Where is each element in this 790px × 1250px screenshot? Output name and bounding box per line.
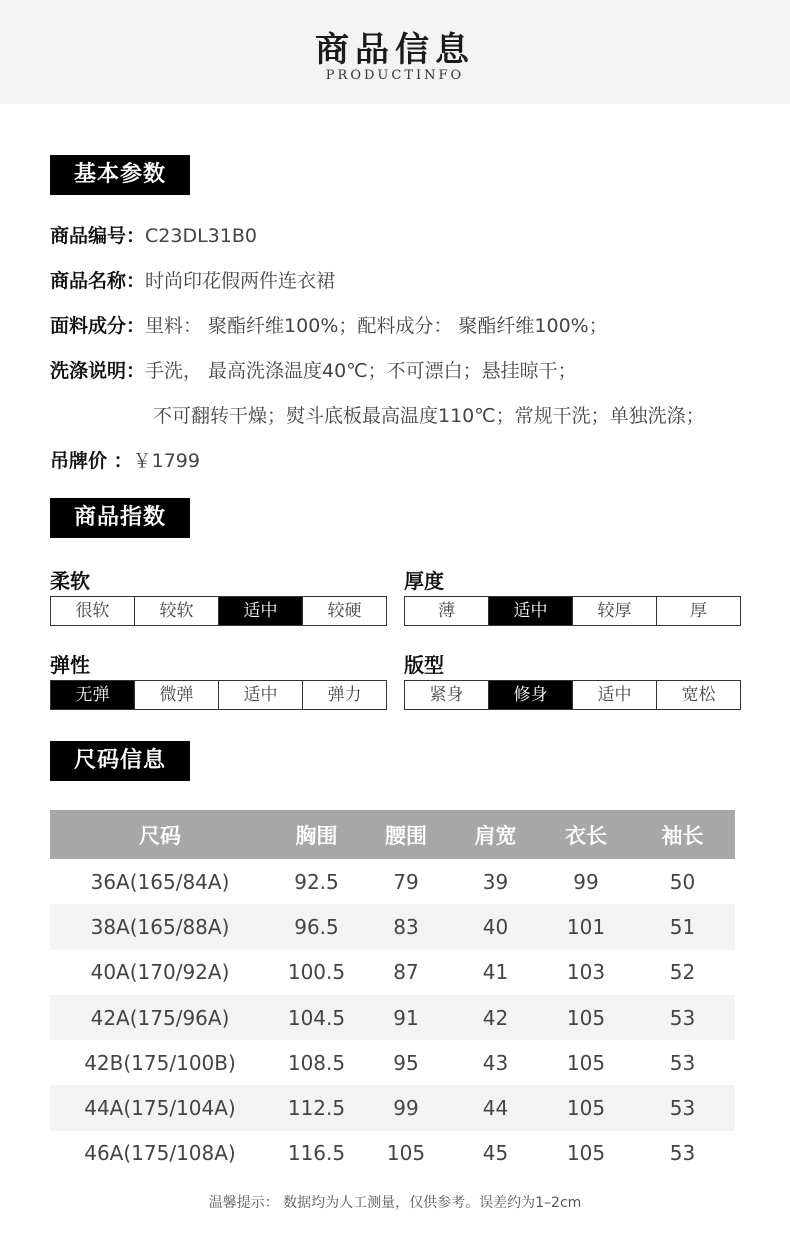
table-row: [50, 1085, 735, 1130]
table-cell: 46A(175/108A): [84, 1141, 236, 1166]
index-title-fit: 版型: [404, 653, 444, 677]
table-cell: 95: [393, 1050, 419, 1075]
table-row: [50, 995, 735, 1040]
table-cell: 51: [630, 904, 735, 949]
param-wash-key: 洗涤说明：: [50, 360, 146, 382]
table-cell: 104.5: [270, 995, 363, 1040]
section-label-size: 尺码信息: [50, 741, 190, 781]
param-name-value: 时尚印花假两件连衣裙: [145, 270, 336, 292]
table-cell: 112.5: [270, 1085, 363, 1130]
table-cell: 40A(170/92A): [90, 960, 230, 985]
measurement-note: 温馨提示： 数据均为人工测量，仅供参考。误差约为1–2cm: [208, 1195, 582, 1211]
table-cell: 96.5: [270, 904, 363, 949]
table-cell: 116.5: [287, 1141, 346, 1166]
table-cell: 44A(175/104A): [50, 1085, 270, 1130]
scale-option: 修身: [489, 681, 573, 709]
param-wash-line2: 不可翻转干燥；熨斗底板最高温度110℃；常规干洗；单独洗涤；: [153, 405, 705, 427]
table-cell: 105: [542, 995, 630, 1040]
param-name-key: 商品名称：: [50, 270, 146, 292]
scale-option: 很软: [51, 597, 135, 625]
scale-option: 较硬: [303, 597, 386, 625]
param-price-value: ￥1799: [132, 450, 200, 472]
index-title-thickness: 厚度: [404, 569, 444, 593]
scale-fit: [404, 680, 741, 710]
table-cell: 103: [566, 960, 606, 985]
table-cell: 42A(175/96A): [50, 995, 270, 1040]
table-header-cell: 袖长: [630, 810, 735, 859]
table-header-row: [50, 810, 735, 859]
table-cell: 105: [566, 1141, 606, 1166]
table-cell: 99: [573, 869, 599, 894]
table-cell: 105: [386, 1141, 426, 1166]
table-cell: 53: [630, 995, 735, 1040]
table-cell: 105: [566, 1050, 606, 1075]
page-subtitle: PRODUCTINFO: [325, 68, 465, 83]
table-header-cell: 腰围: [363, 810, 449, 859]
scale-option: 弹力: [303, 681, 386, 709]
size-table: [50, 810, 735, 1176]
table-row: [50, 950, 735, 995]
table-cell: 53: [630, 1085, 735, 1130]
table-cell: 39: [482, 869, 509, 894]
table-row: [50, 1131, 735, 1176]
section-label-index: 商品指数: [50, 498, 190, 538]
table-header-cell: 尺码: [50, 810, 270, 859]
scale-option: 适中: [219, 681, 303, 709]
scale-softness: [50, 596, 387, 626]
scale-option: 适中: [573, 681, 657, 709]
section-label-basic: 基本参数: [50, 155, 190, 195]
table-cell: 79: [393, 869, 419, 894]
table-cell: 38A(165/88A): [50, 904, 270, 949]
param-price-key: 吊牌价 ：: [50, 450, 133, 472]
scale-thickness: [404, 596, 741, 626]
table-cell: 91: [363, 995, 449, 1040]
scale-option: 较厚: [573, 597, 657, 625]
param-wash-line1: 手洗， 最高洗涤温度40℃；不可漂白；悬挂晾干；: [145, 360, 577, 382]
table-row: [50, 1040, 735, 1085]
scale-option: 无弹: [51, 681, 135, 709]
table-cell: 42B(175/100B): [84, 1050, 236, 1075]
table-cell: 105: [542, 1085, 630, 1130]
index-title-softness: 柔软: [50, 569, 90, 593]
scale-option: 微弹: [135, 681, 219, 709]
table-cell: 101: [542, 904, 630, 949]
param-code: [50, 221, 257, 251]
table-cell: 53: [669, 1050, 696, 1075]
scale-option: 适中: [489, 597, 573, 625]
table-cell: 36A(165/84A): [90, 869, 230, 894]
table-cell: 43: [482, 1050, 509, 1075]
table-cell: 83: [363, 904, 449, 949]
scale-option: 适中: [219, 597, 303, 625]
table-cell: 42: [449, 995, 542, 1040]
table-cell: 100.5: [287, 960, 346, 985]
table-row: [50, 859, 735, 904]
table-header-cell: 衣长: [542, 810, 630, 859]
param-wash-cont: [153, 401, 705, 431]
table-cell: 40: [449, 904, 542, 949]
scale-option: 薄: [405, 597, 489, 625]
table-cell: 92.5: [294, 869, 339, 894]
param-fabric: [50, 311, 608, 341]
param-fabric-key: 面料成分：: [50, 315, 146, 337]
page-title: 商品信息: [315, 30, 475, 70]
table-row: [50, 904, 735, 949]
table-cell: 53: [669, 1141, 696, 1166]
param-wash: [50, 356, 577, 386]
scale-option: 较软: [135, 597, 219, 625]
table-cell: 52: [669, 960, 696, 985]
param-code-value: C23DL31B0: [145, 225, 257, 247]
table-cell: 50: [669, 869, 696, 894]
table-cell: 108.5: [287, 1050, 346, 1075]
scale-option: 紧身: [405, 681, 489, 709]
index-title-elasticity: 弹性: [50, 653, 90, 677]
table-cell: 87: [393, 960, 419, 985]
page-header: [0, 0, 790, 104]
table-cell: 45: [482, 1141, 509, 1166]
param-code-key: 商品编号：: [50, 225, 146, 247]
param-name: [50, 266, 335, 296]
param-fabric-value: 里料： 聚酯纤维100%；配料成分： 聚酯纤维100%；: [145, 315, 608, 337]
scale-option: 厚: [657, 597, 740, 625]
table-cell: 41: [482, 960, 509, 985]
scale-elasticity: [50, 680, 387, 710]
table-header-cell: 肩宽: [449, 810, 542, 859]
table-cell: 99: [363, 1085, 449, 1130]
table-header-cell: 胸围: [270, 810, 363, 859]
param-price: [50, 446, 200, 476]
scale-option: 宽松: [657, 681, 740, 709]
table-cell: 44: [449, 1085, 542, 1130]
